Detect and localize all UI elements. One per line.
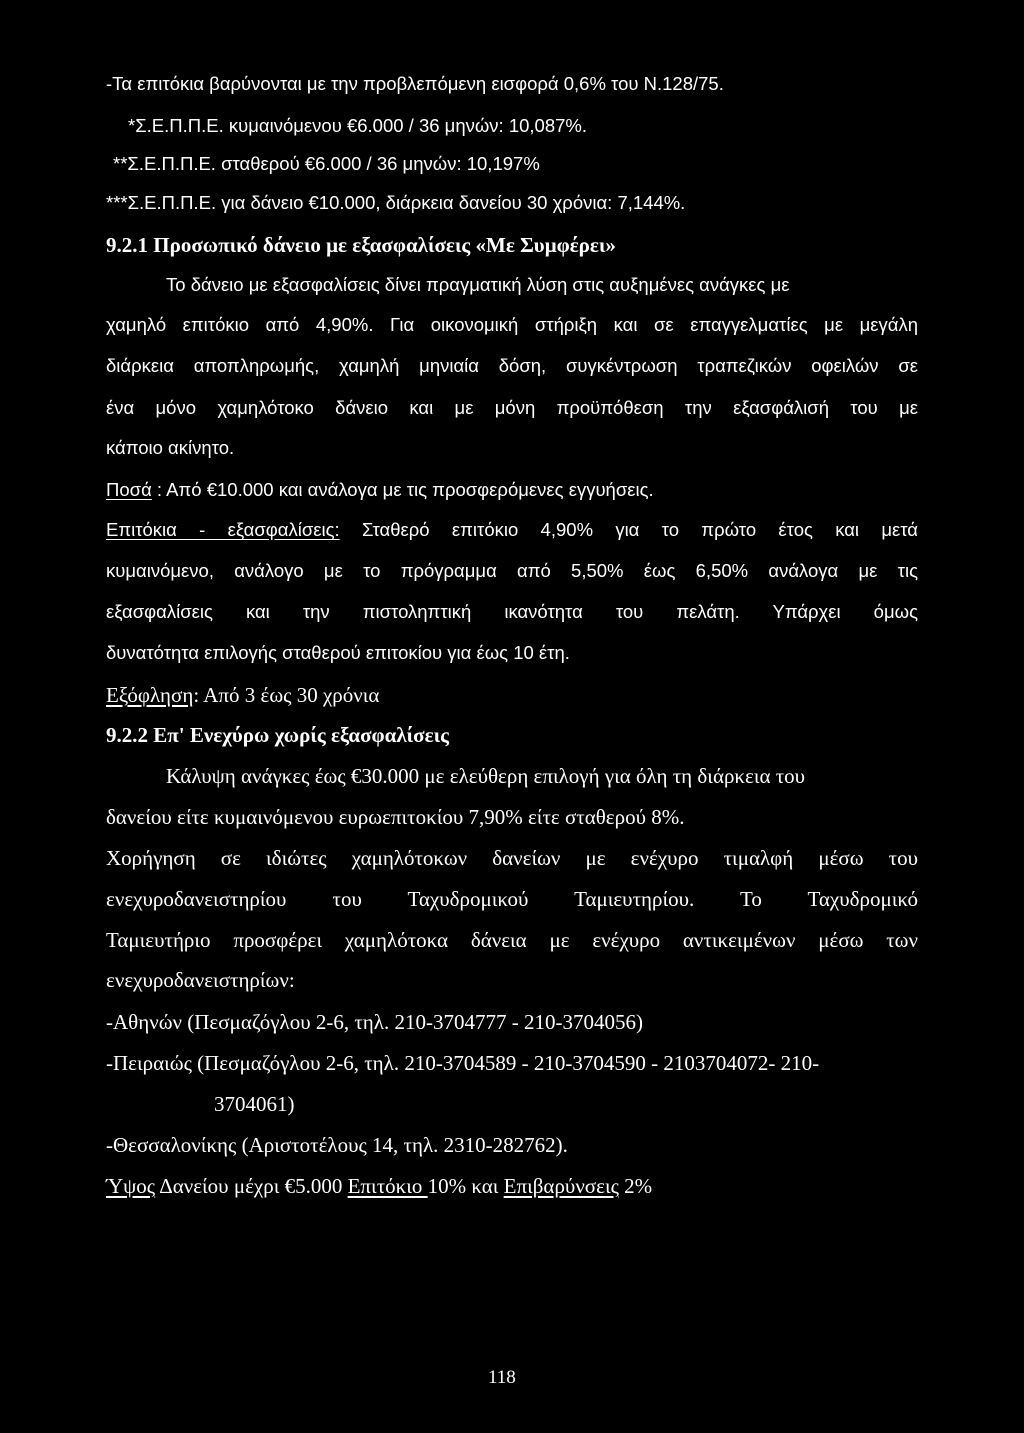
- paragraph-line: Το δάνειο με εξασφαλίσεις δίνει πραγματική λύση στις αυξημένες ανάγκες με: [166, 274, 790, 295]
- paragraph-line: εξασφαλίσεις και την πιστοληπτική ικανότητα του πελάτη. Υπάρχει όμως: [106, 601, 918, 622]
- branch-piraeus-cont: 3704061): [214, 1092, 295, 1116]
- section-heading-922: 9.2.2 Επ' Ενεχύρω χωρίς εξασφαλίσεις: [106, 723, 449, 747]
- rates-text: Σταθερό επιτόκιο 4,90% για το πρώτο έτος και μετά: [339, 519, 918, 540]
- amount-line: [106, 481, 654, 500]
- repayment-text: : Από 3 έως 30 χρόνια: [193, 683, 380, 707]
- note-loan-apr: ***Σ.Ε.Π.Π.Ε. για δάνειο €10.000, διάρκεια δανείου 30 χρόνια: 7,144%.: [106, 192, 686, 213]
- paragraph-line: Κάλυψη ανάγκες έως €30.000 με ελεύθερη επιλογή για όλη τη διάρκεια του: [166, 764, 806, 788]
- section-heading-921: 9.2.1 Προσωπικό δάνειο με εξασφαλίσεις «Με Συμφέρει»: [106, 233, 616, 257]
- loan-amount-label: Ύψος: [106, 1174, 156, 1198]
- rates-line: [106, 521, 918, 540]
- loan-footer-line: [106, 1176, 652, 1197]
- page-number: 118: [488, 1367, 516, 1388]
- paragraph-line: κάποιο ακίνητο.: [106, 437, 235, 458]
- paragraph-line: δυνατότητα επιλογής σταθερού επιτοκίου για έως 10 έτη.: [106, 642, 570, 663]
- charges-text: 2%: [618, 1174, 653, 1198]
- paragraph-line: διάρκεια αποπληρωμής, χαμηλή μηνιαία δόση, συγκέντρωση τραπεζικών οφειλών σε: [106, 355, 918, 376]
- paragraph-line: κυμαινόμενο, ανάλογο με το πρόγραμμα από 5,50% έως 6,50% ανάλογα με τις: [106, 560, 918, 581]
- paragraph-line: ενεχυροδανειστηρίων:: [106, 968, 295, 992]
- loan-amount-text: Δανείου μέχρι €5.000: [155, 1174, 348, 1198]
- note-contribution: -Τα επιτόκια βαρύνονται με την προβλεπόμενη εισφορά 0,6% του Ν.128/75.: [106, 73, 724, 94]
- paragraph-line: ένα μόνο χαμηλότοκο δάνειο και με μόνη προϋπόθεση την εξασφάλισή του με: [106, 397, 918, 418]
- branch-athens: -Αθηνών (Πεσμαζόγλου 2-6, τηλ. 210-3704777 - 210-3704056): [106, 1010, 643, 1034]
- paragraph-line: χαμηλό επιτόκιο από 4,90%. Για οικονομική στήριξη και σε επαγγελματίες με μεγάλη: [106, 314, 918, 335]
- rates-label: Επιτόκια - εξασφαλίσεις:: [106, 519, 340, 540]
- charges-label: Επιβαρύνσεις: [503, 1174, 619, 1198]
- repayment-label: Εξόφληση: [106, 683, 194, 707]
- rate-label: Επιτόκιο: [347, 1174, 428, 1198]
- paragraph-line: Ταμιευτήριο προσφέρει χαμηλότοκα δάνεια με ενέχυρο αντικειμένων μέσω των: [106, 928, 918, 952]
- amount-text: : Από €10.000 και ανάλογα με τις προσφερόμενες εγγυήσεις.: [151, 479, 654, 500]
- branch-piraeus: -Πειραιώς (Πεσμαζόγλου 2-6, τηλ. 210-3704589 - 210-3704590 - 2103704072- 210-: [106, 1051, 820, 1075]
- rate-text: 10% και: [427, 1174, 504, 1198]
- note-fixed-apr: **Σ.Ε.Π.Π.Ε. σταθερού €6.000 / 36 μηνών: 10,197%: [113, 153, 540, 174]
- amount-label: Ποσά: [106, 479, 152, 500]
- paragraph-line: ενεχυροδανειστηρίου του Ταχυδρομικού Ταμιευτηρίου. Το Ταχυδρομικό: [106, 887, 918, 911]
- note-variable-apr: *Σ.Ε.Π.Π.Ε. κυμαινόμενου €6.000 / 36 μηνών: 10,087%.: [128, 115, 588, 136]
- paragraph-line: Χορήγηση σε ιδιώτες χαμηλότοκων δανείων με ενέχυρο τιμαλφή μέσω του: [106, 846, 918, 870]
- branch-thessaloniki: -Θεσσαλονίκης (Αριστοτέλους 14, τηλ. 2310-282762).: [106, 1133, 568, 1157]
- paragraph-line: δανείου είτε κυμαινόμενου ευρωεπιτοκίου 7,90% είτε σταθερού 8%.: [106, 805, 685, 829]
- repayment-line: [106, 685, 379, 706]
